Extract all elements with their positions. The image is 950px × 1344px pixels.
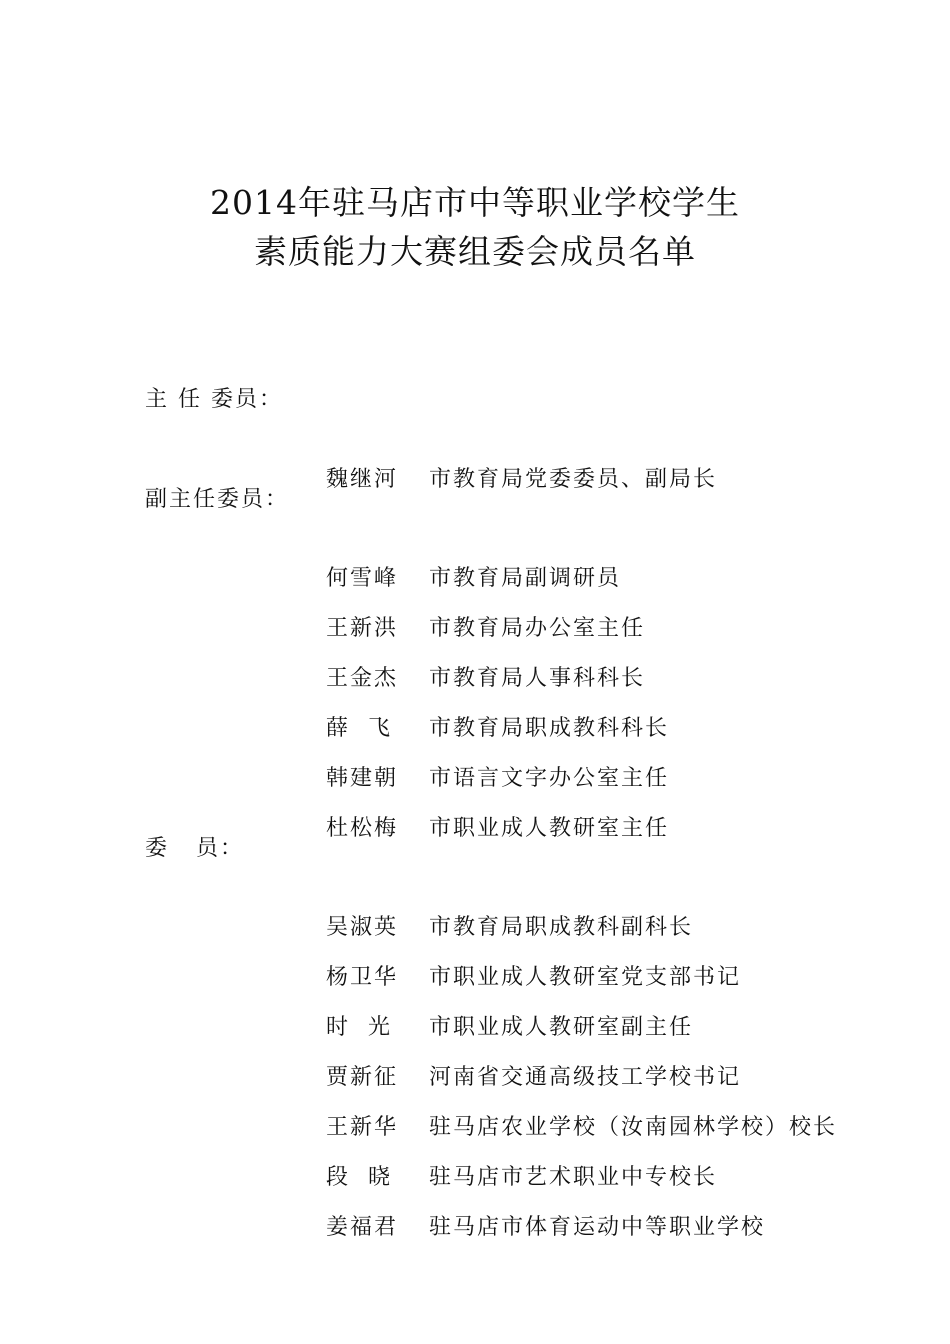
member-role: 市教育局人事科科长: [428, 666, 645, 691]
member-row: [298, 1183, 765, 1273]
member-row: [298, 784, 669, 874]
member-name: 王新洪: [325, 616, 398, 641]
member-role: 市教育局职成教科副科长: [428, 915, 693, 940]
vice-director-section-label: 副主任委员：: [145, 487, 290, 512]
member-name: 魏继河: [325, 467, 398, 492]
member-name: 贾新征: [325, 1065, 398, 1090]
member-role: 河南省交通高级技工学校书记: [428, 1065, 741, 1090]
member-name: 何雪峰: [325, 566, 398, 591]
member-role: 市教育局党委委员、副局长: [428, 467, 717, 492]
member-role: 市职业成人教研室主任: [428, 816, 669, 841]
member-role: 市教育局办公室主任: [428, 616, 645, 641]
member-role: 驻马店农业学校（汝南园林学校）校长: [428, 1115, 837, 1140]
members-section-label: 委 员：: [145, 836, 244, 861]
member-name: 王金杰: [325, 666, 398, 691]
member-name: 韩建朝: [325, 766, 398, 791]
member-role: 市教育局副调研员: [428, 566, 621, 591]
member-role: 市职业成人教研室副主任: [428, 1015, 693, 1040]
member-name: 杨卫华: [325, 965, 398, 990]
member-role: 市职业成人教研室党支部书记: [428, 965, 741, 990]
member-role: 市教育局职成教科科长: [428, 716, 669, 741]
director-section-label: 主 任 委员：: [145, 387, 283, 412]
member-name: 杜松梅: [325, 816, 398, 841]
member-name: 时 光: [325, 1015, 392, 1040]
member-role: 驻马店市艺术职业中专校长: [428, 1165, 717, 1190]
member-name: 薛 飞: [325, 716, 392, 741]
document-title-line-1: 2014年驻马店市中等职业学校学生: [210, 183, 740, 222]
member-row: [298, 435, 717, 525]
member-role: 市语言文字办公室主任: [428, 766, 669, 791]
member-name: 王新华: [325, 1115, 398, 1140]
member-name: 姜福君: [325, 1215, 398, 1240]
member-role: 驻马店市体育运动中等职业学校: [428, 1215, 765, 1240]
member-name: 吴淑英: [325, 915, 398, 940]
document-title-line-2: 素质能力大赛组委会成员名单: [254, 232, 696, 271]
member-name: 段 晓: [325, 1165, 392, 1190]
